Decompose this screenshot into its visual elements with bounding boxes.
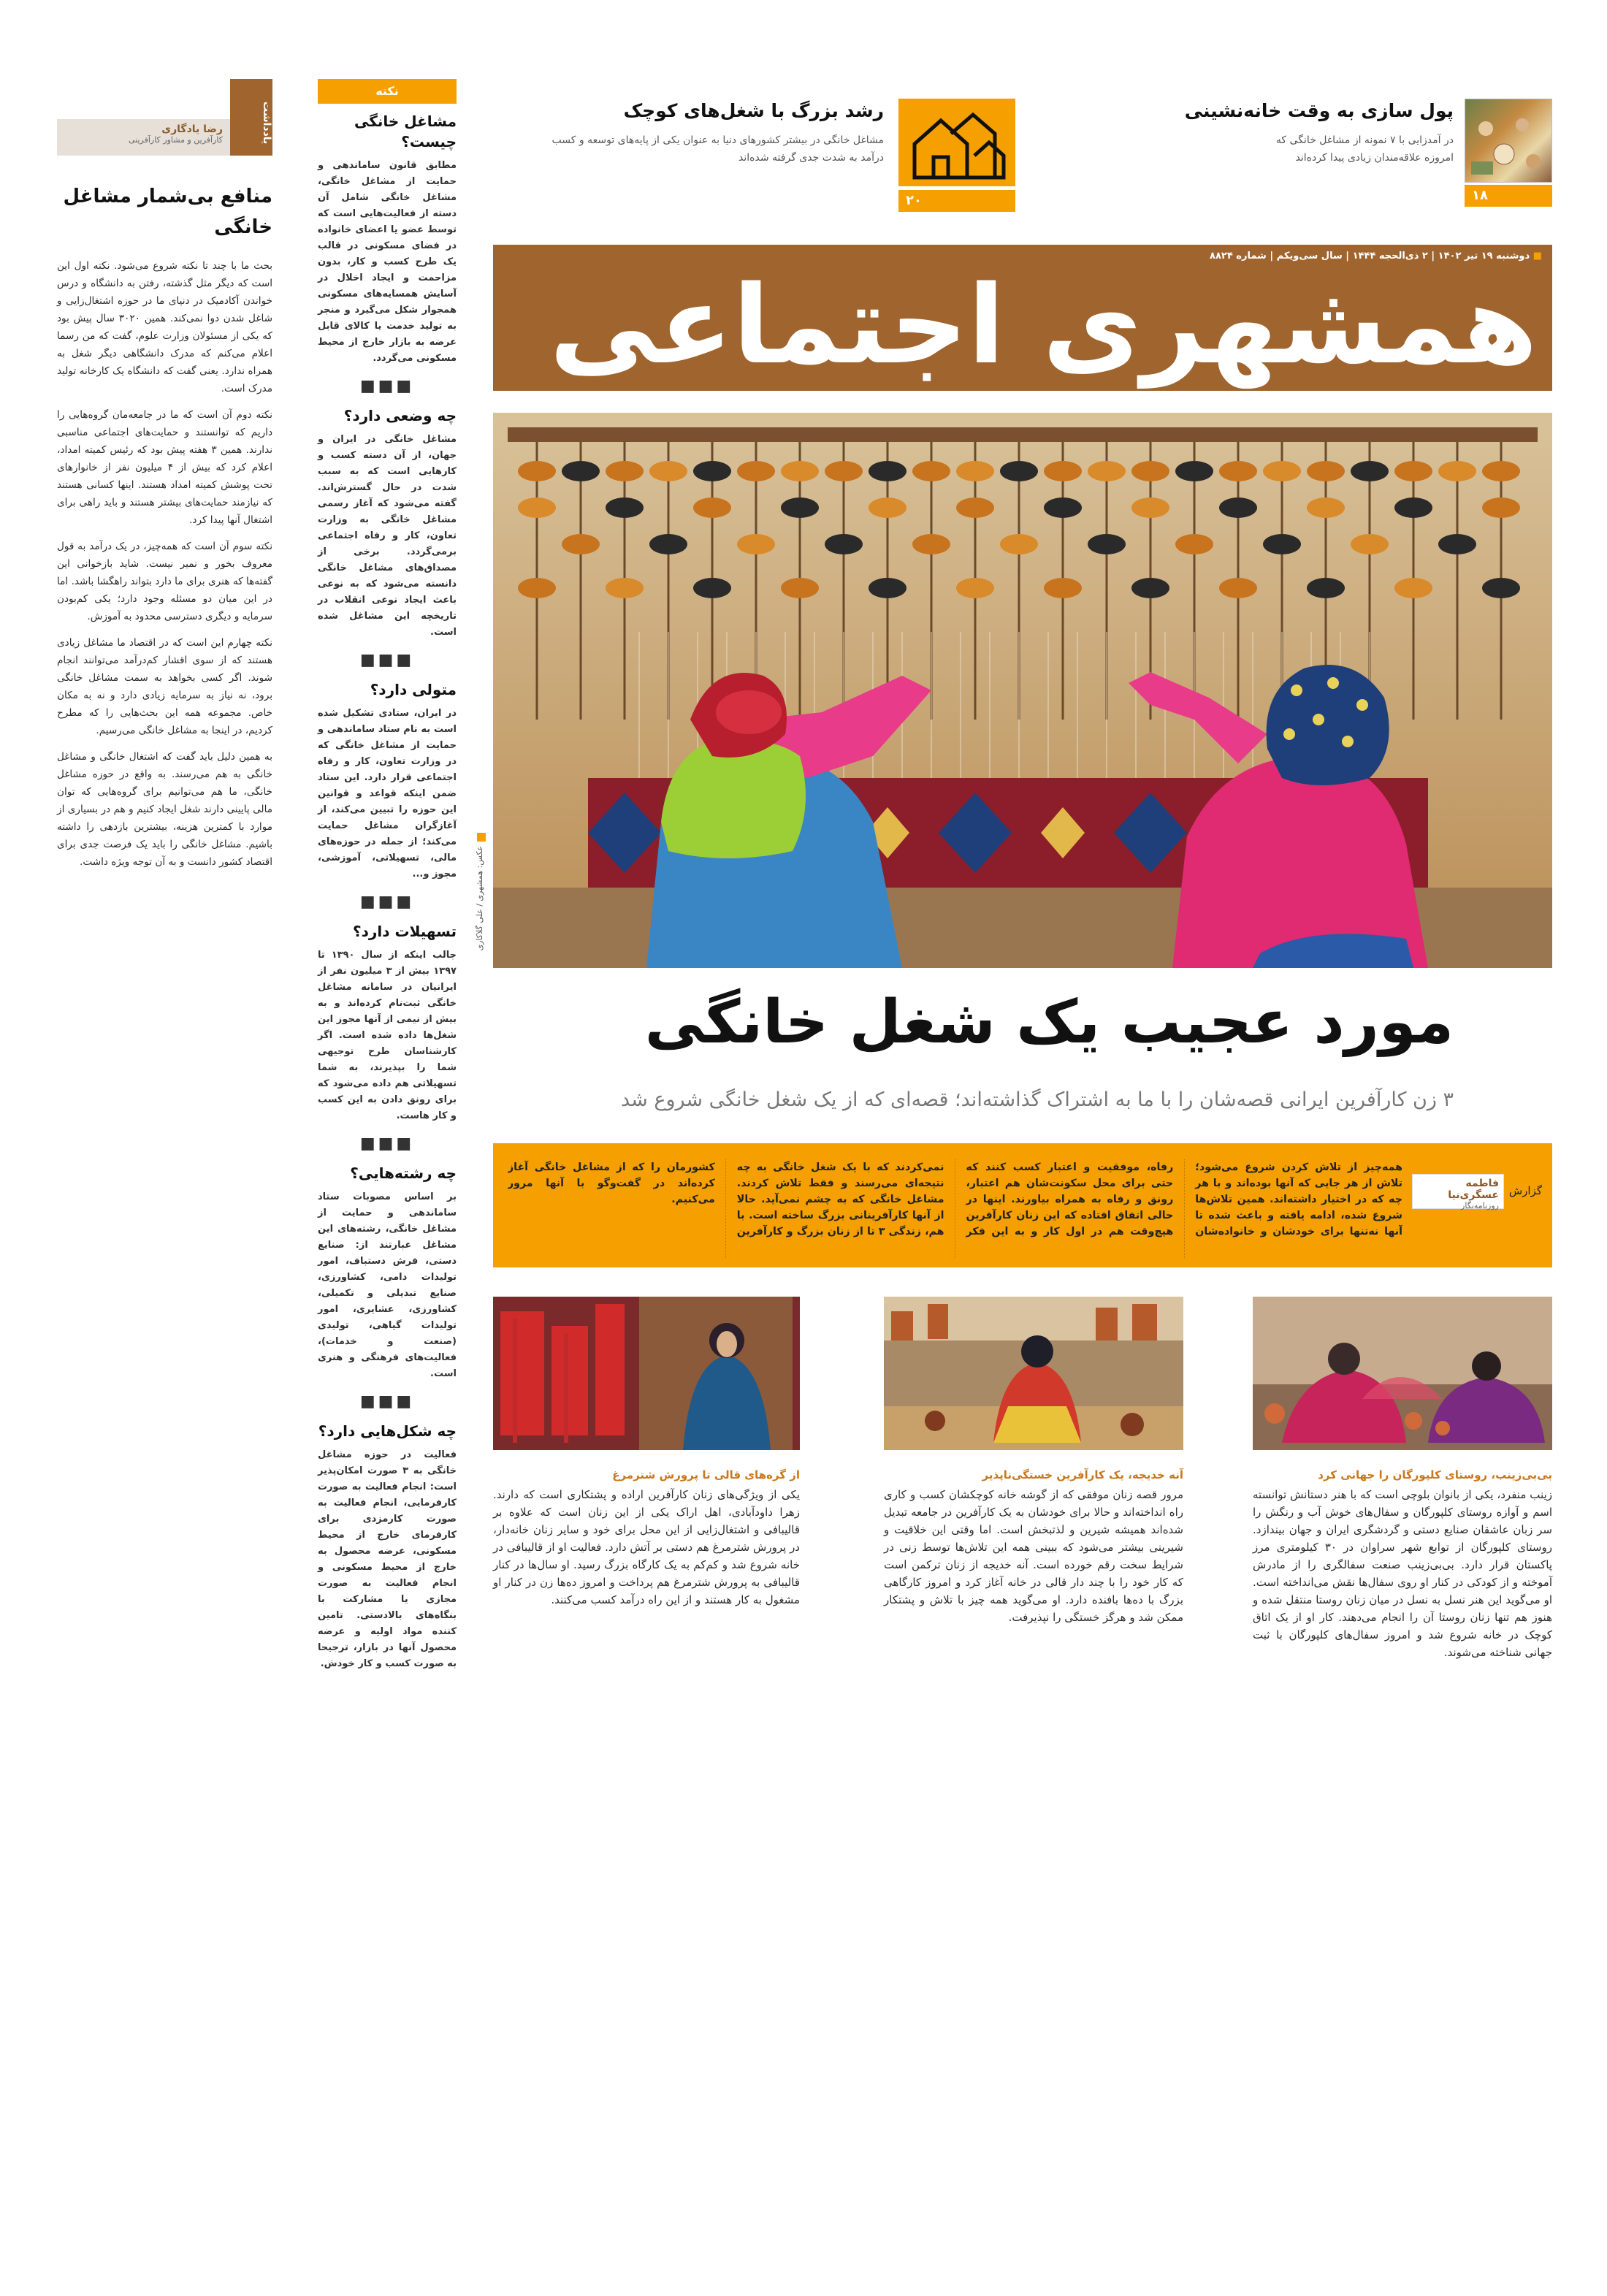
sidebar <box>318 79 457 2270</box>
pottery-photo-illustration <box>1253 1297 1552 1450</box>
teaser-left-page: ۱۸ <box>1472 188 1488 203</box>
sidebar-section-5-text: بر اساس مصوبات ستاد ساماندهی و حمایت از مشاغل خانگی، رشته‌های این مشاغل عبارتند از: صنایع دستی، فرش دستباف، امور تولیدات دامی، کشاورزی، صنایع تبدیلی و تکمیلی، کشاورزی، عشایری، امور تولیدات گیاهی، تولیدی (صنعت و خدمات)، فعالیت‌های فرهنگی و هنری است. <box>318 1191 457 1379</box>
note-label: یادداشت <box>261 101 272 145</box>
story-1-title: بی‌بی‌زینب، روستای کلپورگان را جهانی کرد <box>1318 1468 1552 1481</box>
sidebar-section-3-title: متولی دارد؟ <box>370 681 457 698</box>
note-paragraph: به همین دلیل باید گفت که اشتغال خانگی و مشاغل خانگی به هم می‌رسند. به واقع در حوزه مشاغل خانگی، ما هم می‌توانیم برای گروه‌هایی که توان مالی پایینی دارند شغل ایجاد کنیم و هم در بسیاری از موارد با کمترین هزینه، بیشترین بازدهی را داشته باشیم. مشاغل خانگی را باید یک فرصت جدی برای اقتصاد کشور دانست و به آن توجه ویژه داشت. <box>57 751 272 868</box>
story-2-text: مرور قصه زنان موفقی که از گوشه خانه کوچکشان کسب و کاری راه انداخته‌اند و حالا برای خودشان به یک کارآفرین در جامعه تبدیل شده‌اند همیشه شیرین و لذتبخش است. اما وقتی این خلاقیت و شیرینی بیشتر می‌شود که ببینی همه این تلاش‌ها توسط زنی در شرایط سخت رقم خورده است. آنه خدیجه از زنان ترکمن است که کار خود را با چند دار قالی در خانه آغاز کرد و امروز کارگاهی بزرگ با ده‌ها بافنده دارد. او می‌گوید همه چیز با تلاش و پشتکار ممکن شد و هرگز خستگی را نپذیرفت. <box>884 1488 1183 1624</box>
headline-title: مورد عجیب یک شغل خانگی <box>644 988 1454 1057</box>
note-paragraph: نکته دوم آن است که ما در جامعه‌مان گروه‌هایی را داریم که توانستند و حمایت‌های اجتماعی مناسبی ندارند. همین ۳ هفته پیش بود که رئیس کمیته امداد، اعلام کرد که بیش از ۴ میلیون نفر از خانوارهای تحت پوشش کمیته امداد هستند. اینها کسانی هستند که نیازمند حمایت‌های بیشتر هستند و باید راهی برای اشتغال آنها پیدا کرد. <box>57 409 273 526</box>
sidebar-label-box <box>318 79 457 104</box>
story-3-text: یکی از ویژگی‌های زنان کارآفرین اراده و پشتکاری است که دارند. زهرا داودآبادی، اهل اراک یکی از این زنان است که علاوه بر قالیبافی و اشتغال‌زایی از این محل برای خود و سایر زنان خانه‌دار، در پرورش شترمرغ هم دستی بر آتش دارد. فعالیت او از قالیبافی در خانه شروع شد و کم‌کم به یک کارگاه بزرگ رسید. او سال‌ها در کنار قالیبافی به پرورش شترمرغ هم پرداخت و امروز ده‌ها زن در کنار او مشغول به کار هستند و از این راه درآمد کسب می‌کنند. <box>493 1488 800 1606</box>
report-author-role: روزنامه‌نگار <box>1461 1201 1499 1210</box>
sidebar-section-2-text: مشاغل خانگی در ایران و جهان، از آن دسته کسب و کارهایی است که به سبب شدت در حال گسترش‌اند. گفته می‌شود که آغاز رسمی مشاغل خانگی به وزارت تعاون، کار و رفاه اجتماعی برمی‌گردد. برخی از مصداق‌های مشاغل خانگی دانسته می‌شود که به نوعی باعث ایجاد نوعی انقلاب در تاریخچه این مشاغل شده است. <box>318 434 457 638</box>
masthead-dateline <box>1210 251 1542 262</box>
woman-with-weaving-photo-illustration <box>884 1297 1183 1450</box>
report-intro-text: همه‌چیز از تلاش کردن شروع می‌شود؛ تلاش از هر جایی که آنها بوده‌اند و با هر چه که در اختیار داشته‌اند. همین تلاش‌ها شروع شده، ادامه یافته و باعث شده تا آنها نه‌تنها برای خودشان و خانواده‌شان رفاه، موفقیت و اعتبار کسب کنند که حتی برای محل سکونت‌شان هم اعتبار، رونق و رفاه به همراه بیاورند. اینها در حالی اتفاق افتاده که این زنان کارآفرین هیچ‌وقت هم در اول کار و به این فکر نمی‌کردند که با یک شغل خانگی به چه نتیجه‌ای می‌رسند و فقط تلاش کردند. مشاغل خانگی که به چشم نمی‌آید. حالا از آنها کارآفرینانی بزرگ ساخته است. با هم، زندگی ۳ تا از زنان بزرگ و کارآفرین کشورمان را که از مشاغل خانگی آغاز کرده‌اند در گفت‌وگو با آنها مرور می‌کنیم. <box>508 1162 1402 1237</box>
teaser-left-text: در آمدزایی با ۷ نمونه از مشاغل خانگی که امروزه علاقه‌مندان زیادی پیدا کرده‌اند <box>1275 134 1454 164</box>
teaser-right-title[interactable]: رشد بزرگ با شغل‌های کوچک <box>623 100 884 121</box>
sidebar-divider: ■■■ <box>359 893 415 911</box>
sidebar-section-6-title: چه شکل‌هایی دارد؟ <box>318 1422 457 1440</box>
report-kind: گزارش <box>1508 1184 1542 1197</box>
masthead-title: همشهری اجتماعی <box>549 262 1538 388</box>
teaser-left-page-number <box>1465 185 1552 207</box>
sidebar-divider: ■■■ <box>359 651 415 669</box>
sidebar-section-6 <box>318 1421 457 1672</box>
story-photo-3 <box>493 1297 800 1450</box>
dateline-text: دوشنبه ۱۹ تیر ۱۴۰۲ | ۲ ذی‌الحجه ۱۴۴۴ | سال سی‌ویکم | شماره ۸۸۲۴ <box>1210 251 1530 262</box>
note-paragraph: نکته چهارم این است که در اقتصاد ما مشاغل زیادی هستند که از سوی اقشار کم‌درآمد می‌توانند انجام شوند. اگر کسی بخواهد به سمت مشاغل خانگی برود، نه نیاز به سرمایه زیادی دارد و نه به مکان خاص. مجموعه همه این بحث‌هایی را که مطرح کردیم، در اینجا به مشاغل خانگی می‌رسیم. <box>57 637 272 736</box>
photo-credit-text: عکس: همشهری / علی گلاکاری <box>475 846 484 951</box>
teaser-right-page: ۲۰ <box>906 193 922 208</box>
dateline-marker: ■ <box>1530 251 1542 262</box>
story-3-title: از گره‌های قالی تا پرورش شترمرغ <box>612 1468 800 1481</box>
story-column-1 <box>1253 1468 1552 2287</box>
sidebar-section-4-text: جالب اینکه از سال ۱۳۹۰ تا ۱۳۹۷ بیش از ۳ میلیون نفر از ایرانیان در سامانه مشاغل خانگی ثبت‌نام کرده‌اند و به بیش از نیمی از آنها مجوز این شغل‌ها داده شده است. اگر کارشناسان طرح توجیهی شما را بپذیرند، به شما تسهیلاتی هم داده می‌شود که برای رونق دادن به این کسب و کار هاست. <box>318 950 457 1121</box>
report-author-box <box>1412 1174 1504 1209</box>
masthead <box>493 245 1552 391</box>
story-column-3 <box>493 1468 800 2287</box>
note-paragraph: نکته سوم آن است که همه‌چیز، در یک درآمد به قول معروف بخور و نمیر نیست. شاید بازخوانی این گفته‌ها که هنری برای ما دارد بتواند راهگشا باشد. اما در این میان دو مسئله وجود دارد؛ یکی کم‌بودن سرمایه و دیگری دسترسی محدود به آموزش. <box>57 541 272 622</box>
sidebar-section-6-text: فعالیت در حوزه مشاغل خانگی به ۳ صورت امکان‌پذیر است: انجام فعالیت به صورت کارفرمایی، انجام فعالیت به صورت کارمزدی برای کارفرمای خارج از محیط مسکونی، عرضه محصول به خارج از محیط مسکونی و انجام فعالیت به صورت مجازی یا مشارکت با بنگاه‌های بالادستی. تامین کننده مواد اولیه و عرضه محصول آنها در بازار، ترجیحا به صورت کسب و کار خودش. <box>318 1449 457 1669</box>
story-2-title: آنه خدیجه، یک کارآفرین خستگی‌ناپذیر <box>982 1468 1183 1481</box>
sidebar-section-5-title: چه رشته‌هایی؟ <box>350 1164 457 1182</box>
teaser-right-page-number <box>898 190 1015 212</box>
teaser-right[interactable] <box>493 91 1015 212</box>
note-paragraph: بحث ما با چند تا نکته شروع می‌شود. نکته اول این است که دیگر مثل گذشته، رفتن به دانشگاه و درس خواندن آکادمیک در دنیای ما در حوزه اشتغال‌زایی و شاغل شدن دوا نمی‌کند. همین ۳۰۲۰ سال پیش بود که یکی از مسئولان وزارت علوم، گفت که من رسما اعلام می‌کنم که مدرک دانشگاهی دیگر شغل به همراه ندارد. یعنی گفت که دانشگاه یک کارخانه تولید مدرک است. <box>57 260 272 394</box>
note-title: منافع بی‌شمار مشاغل خانگی <box>63 186 272 238</box>
photo-credit-strip <box>475 833 489 964</box>
story-photo-1 <box>1253 1297 1552 1450</box>
main-photo <box>493 413 1552 968</box>
note-body <box>57 257 272 871</box>
sidebar-section-2 <box>318 405 457 641</box>
note-author-box <box>57 119 230 156</box>
houses-icon <box>898 99 1015 186</box>
note-author-role: کارآفرین و مشاور کارآفرینی <box>128 135 223 145</box>
sidebar-section-3 <box>318 679 457 882</box>
photo-credit-marker <box>477 833 486 842</box>
story-photo-2 <box>884 1297 1183 1450</box>
note-label-box <box>230 79 272 156</box>
teaser-left-title[interactable]: پول سازی به وقت خانه‌نشینی <box>1184 100 1454 121</box>
sidebar-label: نکته <box>375 84 399 98</box>
weaving-photo-illustration <box>493 413 1552 968</box>
teaser-right-text: مشاغل خانگی در بیشتر کشورهای دنیا به عنوان یکی از پایه‌های توسعه و کسب درآمد به شدت جدی گرفته شده‌اند <box>551 134 884 164</box>
sidebar-section-2-title: چه وضعی دارد؟ <box>343 407 457 424</box>
sidebar-section-4-title: تسهیلات دارد؟ <box>353 923 457 940</box>
teaser-left-thumbnail <box>1465 99 1552 183</box>
note-header <box>57 79 272 156</box>
sidebar-divider: ■■■ <box>359 377 415 395</box>
sidebar-section-1-title: مشاغل خانگی چیست؟ <box>354 112 457 150</box>
sidebar-section-1 <box>318 111 457 367</box>
carpet-weaver-photo-illustration <box>493 1297 800 1450</box>
sidebar-section-5 <box>318 1163 457 1382</box>
teaser-left[interactable] <box>1183 91 1552 212</box>
report-author: فاطمه عسگری‌نیا <box>1448 1178 1499 1201</box>
sidebar-divider: ■■■ <box>359 1134 415 1153</box>
report-intro-box <box>493 1143 1552 1267</box>
headline-subtitle: ۳ زن کارآفرین ایرانی قصه‌شان را با ما به اشتراک گذاشته‌اند؛ قصه‌ای که از یک شغل خانگی شروع شد <box>621 1088 1454 1111</box>
story-column-2 <box>884 1468 1183 2287</box>
teaser-right-thumbnail <box>898 99 1015 186</box>
sidebar-section-3-text: در ایران، ستادی تشکیل شده است به نام ستاد ساماندهی و حمایت از مشاغل خانگی که در وزارت تعاون، کار و رفاه اجتماعی قرار دارد. این ستاد ضمن اینکه قواعد و قوانین این حوزه را تبیین می‌کند، از آغازگران مشاغل حمایت می‌کند؛ از جمله در حوزه‌های مالی، تسهیلاتی، آموزشی، مجوز و... <box>318 708 457 880</box>
note-author: رضا یادگاری <box>161 123 223 135</box>
note-column <box>57 79 272 2270</box>
sidebar-section-4 <box>318 921 457 1124</box>
sidebar-divider: ■■■ <box>359 1392 415 1411</box>
sidebar-section-1-text: مطابق قانون ساماندهی و حمایت از مشاغل خانگی، مشاغل خانگی شامل آن دسته از فعالیت‌هایی است که توسط عضو یا اعضای خانواده در فضای مسکونی در قالب یک طرح کسب و کار، بدون مزاحمت و ایجاد اخلال در آسایش همسایه‌های مسکونی همجوار شکل می‌گیرد و منجر به تولید خدمت یا کالای قابل عرضه به بازار خارج از محیط مسکونی می‌گردد. <box>318 160 457 364</box>
story-1-text: زینب منفرد، یکی از بانوان بلوچی است که با هنر دستانش توانسته اسم و آوازه روستای کلپورگان و سفال‌های خوش آب و رنگش را سر زبان عاشقان صنایع دستی و گردشگری ایران و جهان بیندازد. روستای کلپورگان از توابع شهر سراوان در ۳۰ کیلومتری مرز پاکستان قرار دارد. بی‌بی‌زینب صنعت سفالگری را از مادرش آموخته و از کودکی در کنار او روی سفال‌ها نقش می‌انداخته است. او می‌گوید این هنر نسل به نسل در میان زنان روستا منتقل شده و هنوز هم تنها زنان روستا آن را انجام می‌دهند. کار او از یک اتاق کوچک در خانه شروع شد و امروز سفال‌های کلپورگان با ثبت جهانی شناخته می‌شوند. <box>1253 1488 1552 1659</box>
